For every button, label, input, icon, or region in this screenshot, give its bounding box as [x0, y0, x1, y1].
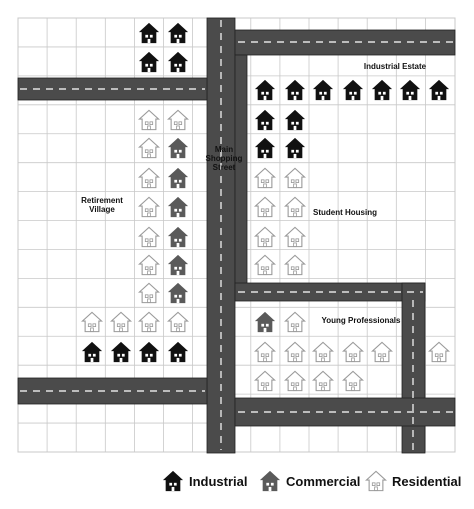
label-industrial-estate: Industrial Estate [363, 62, 427, 71]
label-young-professionals: Young Professionals [321, 316, 401, 325]
legend-industrial-label: Industrial [189, 473, 248, 489]
legend-residential-label: Residential [392, 473, 462, 489]
legend-commercial-label: Commercial [286, 473, 361, 489]
label-retirement-village: Retirement Village [81, 196, 123, 214]
legend-industrial [163, 468, 248, 494]
legend-residential [366, 468, 461, 494]
road-right-spur [235, 55, 247, 291]
label-main-shopping-street: Main Shopping Street [205, 145, 243, 172]
legend-commercial [260, 468, 360, 494]
label-student-housing: Student Housing [313, 208, 377, 217]
